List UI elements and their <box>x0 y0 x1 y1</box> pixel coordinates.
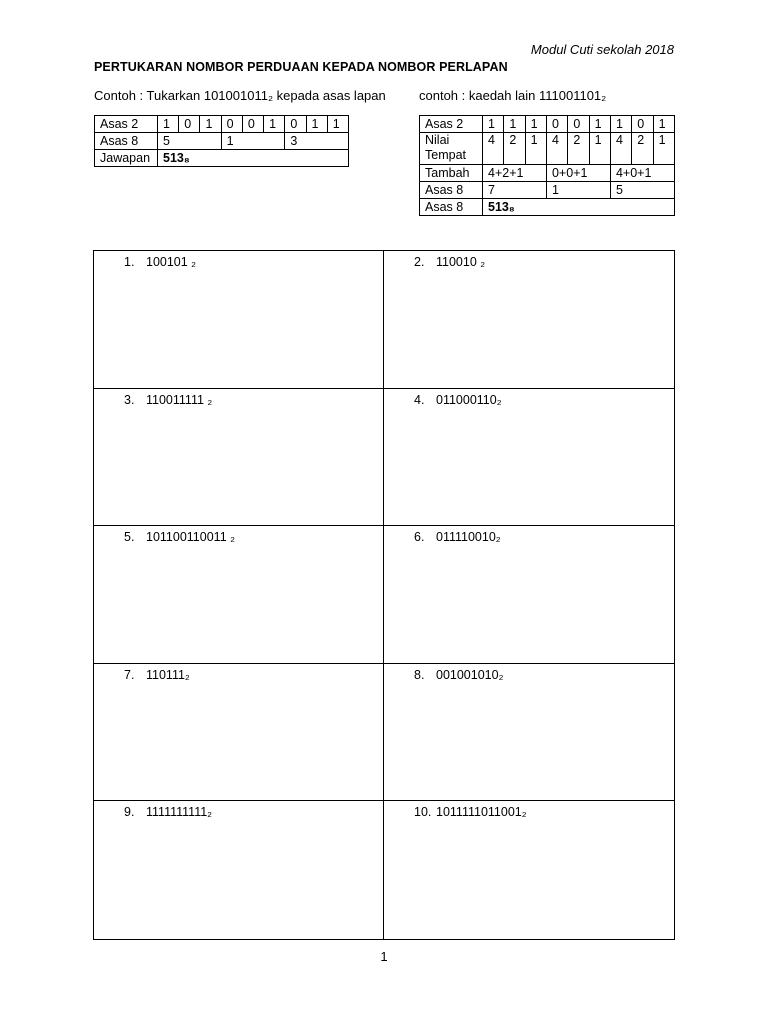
digit-cell: 1 <box>483 116 504 133</box>
place-value-cell: 2 <box>504 133 525 165</box>
question-box[interactable] <box>94 664 384 802</box>
octal-cell: 5 <box>610 182 674 199</box>
sum-cell: 0+0+1 <box>546 165 610 182</box>
question-box[interactable] <box>384 526 674 664</box>
place-value-cell: 2 <box>568 133 589 165</box>
digit-cell: 1 <box>653 116 674 133</box>
digit-cell: 1 <box>610 116 631 133</box>
digit-cell: 1 <box>264 116 285 133</box>
sum-cell: 4+0+1 <box>610 165 674 182</box>
question-box[interactable] <box>384 801 674 939</box>
question-box[interactable] <box>384 251 674 389</box>
row-label: Asas 8 <box>420 182 483 199</box>
digit-cell: 0 <box>221 116 242 133</box>
table-row <box>420 165 675 182</box>
question-box[interactable] <box>384 389 674 527</box>
table-row <box>95 133 349 150</box>
octal-cell: 1 <box>546 182 610 199</box>
page-number: 1 <box>380 949 388 964</box>
place-value-cell: 1 <box>525 133 546 165</box>
digit-cell: 0 <box>179 116 200 133</box>
row-label: Asas 2 <box>95 116 158 133</box>
question-box[interactable] <box>384 664 674 802</box>
place-value-cell: 4 <box>483 133 504 165</box>
question-number: 3. <box>124 392 135 407</box>
table-row <box>420 133 675 165</box>
question-number: 4. <box>414 392 425 407</box>
digit-cell: 1 <box>327 116 348 133</box>
table-row <box>420 182 675 199</box>
digit-cell: 0 <box>285 116 306 133</box>
question-text: 1111111111₂ <box>146 805 213 820</box>
digit-cell: 0 <box>546 116 567 133</box>
question-text: 110010 ₂ <box>436 255 486 269</box>
question-text: 011110010₂ <box>436 530 501 545</box>
example-left-table <box>94 115 349 167</box>
place-value-cell: 4 <box>546 133 567 165</box>
octal-cell: 1 <box>221 133 285 150</box>
digit-cell: 0 <box>568 116 589 133</box>
table-row <box>420 199 675 216</box>
place-value-cell: 1 <box>589 133 610 165</box>
digit-cell: 1 <box>504 116 525 133</box>
question-text: 110111₂ <box>146 667 190 682</box>
row-label: Nilai Tempat <box>420 133 483 165</box>
table-row <box>95 116 349 133</box>
page-title: PERTUKARAN NOMBOR PERDUAAN KEPADA NOMBOR PERLAPAN <box>94 60 508 74</box>
question-box[interactable] <box>94 251 384 389</box>
row-label: Asas 8 <box>420 199 483 216</box>
question-text: 1011111011001₂ <box>436 805 527 820</box>
question-number: 7. <box>124 667 135 682</box>
digit-cell: 0 <box>632 116 653 133</box>
digit-cell: 1 <box>525 116 546 133</box>
question-box[interactable] <box>94 801 384 939</box>
question-text: 101100110011 ₂ <box>146 530 235 545</box>
row-label: Tambah <box>420 165 483 182</box>
example-left-caption: Contoh : Tukarkan 101001011₂ kepada asas lapan <box>94 88 386 103</box>
question-box[interactable] <box>94 526 384 664</box>
question-text: 011000110₂ <box>436 392 502 407</box>
question-text: 100101 ₂ <box>146 255 197 269</box>
table-row <box>95 150 349 167</box>
question-number: 5. <box>124 530 135 545</box>
question-text: 110011111 ₂ <box>146 392 213 407</box>
octal-cell: 5 <box>158 133 222 150</box>
row-label: Jawapan <box>95 150 158 167</box>
question-number: 1. <box>124 255 135 269</box>
octal-cell: 3 <box>285 133 349 150</box>
digit-cell: 1 <box>158 116 179 133</box>
place-value-cell: 4 <box>610 133 631 165</box>
module-header: Modul Cuti sekolah 2018 <box>530 42 674 57</box>
question-box[interactable] <box>94 389 384 527</box>
sum-cell: 4+2+1 <box>483 165 547 182</box>
octal-cell: 7 <box>483 182 547 199</box>
place-value-cell: 1 <box>653 133 674 165</box>
question-number: 9. <box>124 805 135 820</box>
exercise-grid <box>93 250 675 940</box>
answer-cell: 513₈ <box>158 150 349 167</box>
answer-cell: 513₈ <box>483 199 675 216</box>
question-number: 10. <box>414 805 432 820</box>
digit-cell: 1 <box>200 116 221 133</box>
digit-cell: 1 <box>589 116 610 133</box>
question-number: 2. <box>414 255 425 269</box>
example-right-table <box>419 115 675 216</box>
digit-cell: 0 <box>242 116 263 133</box>
table-row <box>420 116 675 133</box>
question-number: 8. <box>414 667 425 682</box>
example-right-caption: contoh : kaedah lain 111001101₂ <box>419 88 607 103</box>
digit-cell: 1 <box>306 116 327 133</box>
place-value-cell: 2 <box>632 133 653 165</box>
row-label: Asas 2 <box>420 116 483 133</box>
question-text: 001001010₂ <box>436 667 504 682</box>
row-label: Asas 8 <box>95 133 158 150</box>
question-number: 6. <box>414 530 425 545</box>
